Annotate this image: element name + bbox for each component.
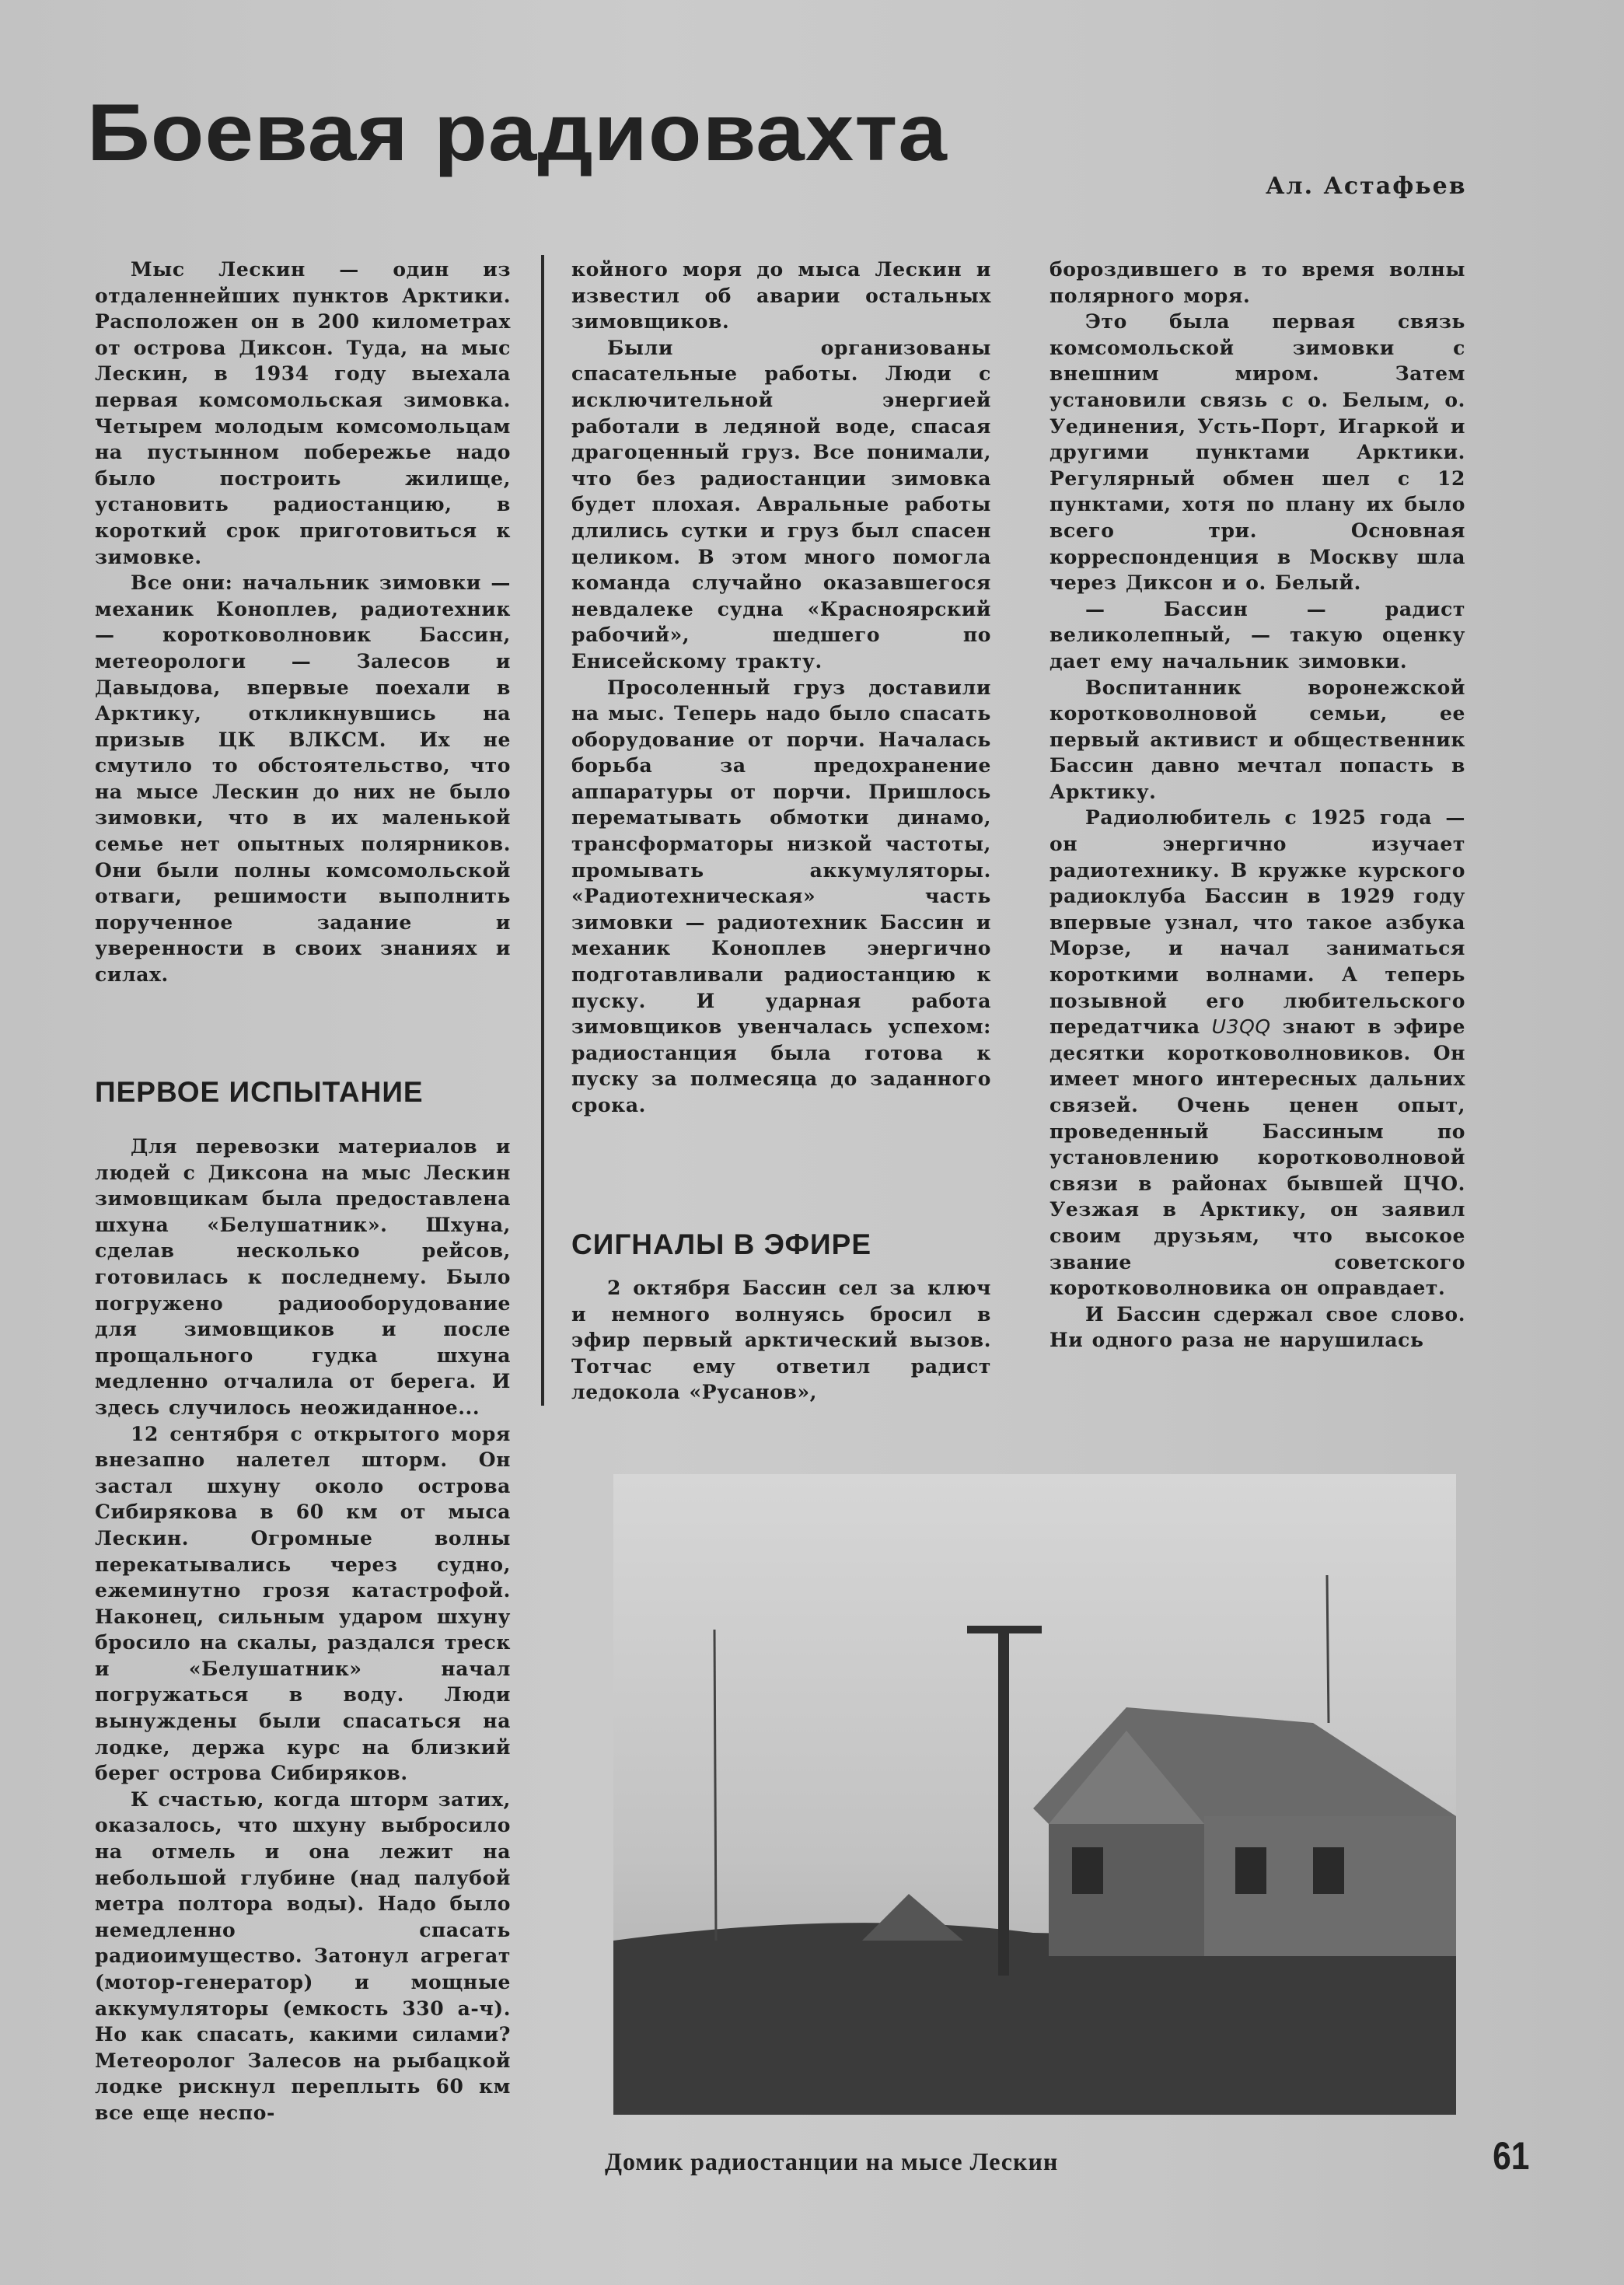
paragraph: Просоленный груз доставили на мыс. Теперь надо было спасать оборудование от порчи. Началась борьба за предохранение аппаратуры от порчи. Пришлось перематывать обмотки динамо, трансформаторы низкой частоты, промывать аккумуляторы. «Радиотехническая» часть зимовки — радиотехник Бассин и механик Коноплев энергично подготавливали радиостанцию к пуску. И ударная работа зимовщиков увенчалась успехом: радиостанция была готова к пуску за полмесяца до заданного срока. xyxy=(571,676,991,1116)
text: Радиолюбитель с 1925 года — он энергично изучает радиотехнику. В кружке курского радиоклуба Бассин в 1929 году впервые узнал, что такое азбука Морзе, и начал заниматься короткими волнами. А теперь позывной его любительского передатчика xyxy=(1049,806,1465,1039)
column-2-bottom xyxy=(571,1275,991,1406)
radio-station-photo xyxy=(613,1474,1456,2115)
photo-caption: Домик радиостанции на мысе Лескин xyxy=(605,2147,1059,2175)
paragraph: Воспитанник воронежской коротковолновой семьи, ее первый активист и общественник Бассин давно мечтал попасть в Арктику. xyxy=(1049,676,1465,803)
text: знают в эфире десятки коротковолновиков. Он имеет много интересных дальних связей. Очень ценен опыт, проведенный Бассиным по установлению коротковолновой связи в районах бывшей ЦЧО. Уезжая в Арктику, он заявил своим друзьям, что высокое звание советского коротковолновика он оправдает. xyxy=(1049,1015,1465,1300)
column-1-intro xyxy=(95,257,511,988)
section-heading-first-test: ПЕРВОЕ ИСПЫТАНИЕ xyxy=(95,1076,424,1108)
paragraph: Для перевозки материалов и людей с Диксона на мыс Лескин зимовщикам была предоставлена шхуна «Белушатник». Шхуна, сделав несколько рейсов, готовилась к последнему. Было погружено радиооборудование для зимовщиков и после прощального гудка шхуна медленно отчалила от берега. И здесь случилось неожиданное... xyxy=(95,1135,511,1419)
paragraph: Все они: начальник зимовки — механик Коноплев, радиотехник — коротковолновик Бассин, метеорологи — Залесов и Давыдова, впервые поехали в Арктику, откликнувшись на призыв ЦК ВЛКСМ. Их не смутило то обстоятельство, что на мысе Лескин до них не было зимовки, что в их маленькой семье нет опытных полярников. Они были полны комсомольской отваги, решимости выполнить порученное задание и уверенности в своих знаниях и силах. xyxy=(95,571,511,987)
article-author: Ал. Астафьев xyxy=(1266,173,1467,200)
pole-crossbar xyxy=(967,1626,1042,1633)
column-2-top xyxy=(571,257,991,1119)
paragraph: — Бассин — радист великолепный, — такую оценку дает ему начальник зимовки. xyxy=(1049,597,1465,673)
utility-pole xyxy=(998,1633,1009,1976)
paragraph: Это была первая связь комсомольской зимовки с внешним миром. Затем установили связь с о. Белым, о. Уединения, Усть-Порт, Игаркой и другими пунктами Арктики. Регулярный обмен шел с 12 пунктами, хотя по плану их было всего три. Основная корреспонденция в Москву шла через Диксон и о. Белый. xyxy=(1049,310,1465,595)
paragraph: И Бассин сдержал свое слово. Ни одного раза не нарушилась xyxy=(1049,1302,1465,1352)
paragraph: Были организованы спасательные работы. Люди с исключительной энергией работали в ледяной воде, спасая драгоценный груз. Все понимали, что без радиостанции зимовка будет плохая. Авральные работы длились сутки и груз был спасен целиком. В этом много помогла команда случайно оказавшегося невдалеке судна «Красноярский рабочий», шедшего по Енисейскому тракту. xyxy=(571,336,991,673)
column-divider xyxy=(541,255,544,1406)
paragraph: 2 октября Бассин сел за ключ и немного волнуясь бросил в эфир первый арктический вызов. Тотчас ему ответил радист ледокола «Русанов», xyxy=(571,1277,991,1404)
paragraph: К счастью, когда шторм затих, оказалось, что шхуну выбросило на отмель и она лежит на небольшой глубине (над палубой метра полтора воды). Надо было немедленно спасать радиоимущество. Затонул агрегат (мотор-генератор) и мощные аккумуляторы (емкость 330 а-ч). Но как спасать, какими силами? Метеоролог Залесов на рыбацкой лодке рискнул переплыть 60 км все еще неспо- xyxy=(95,1787,511,2124)
paragraph xyxy=(1049,805,1465,1301)
paragraph: 12 сентября с открытого моря внезапно налетел шторм. Он застал шхуну около острова Сибирякова в 60 км от мыса Лескин. Огромные волны перекатывались через судно, ежеминутно грозя катастрофой. Наконец, сильным ударом шхуну бросило на скалы, раздался треск и «Белушатник» начал погружаться в воду. Люди вынуждены были спасаться на лодке, держа курс на близкий берег острова Сибиряков. xyxy=(95,1422,511,1785)
antenna-mast xyxy=(714,1630,716,1941)
article-title: Боевая радиовахта xyxy=(87,88,948,178)
page-number: 61 xyxy=(1493,2134,1530,2178)
callsign: U3QQ xyxy=(1211,1015,1271,1039)
column-3 xyxy=(1049,257,1465,1354)
paragraph: бороздившего в то время волны полярного моря. xyxy=(1049,258,1465,307)
section-heading-signals: СИГНАЛЫ В ЭФИРЕ xyxy=(571,1228,872,1260)
column-1-body xyxy=(95,1134,511,2126)
flag-mast xyxy=(1327,1575,1329,1723)
paragraph: Мыс Лескин — один из отдаленнейших пунктов Арктики. Расположен он в 200 километрах от острова Диксон. Туда, на мыс Лескин, в 1934 году выехала первая комсомольская зимовка. Четырем молодым комсомольцам на пустынном побережье надо было построить жилище, установить радиостанцию, в короткий срок приготовиться к зимовке. xyxy=(95,258,511,568)
paragraph: койного моря до мыса Лескин и известил об аварии остальных зимовщиков. xyxy=(571,258,991,334)
